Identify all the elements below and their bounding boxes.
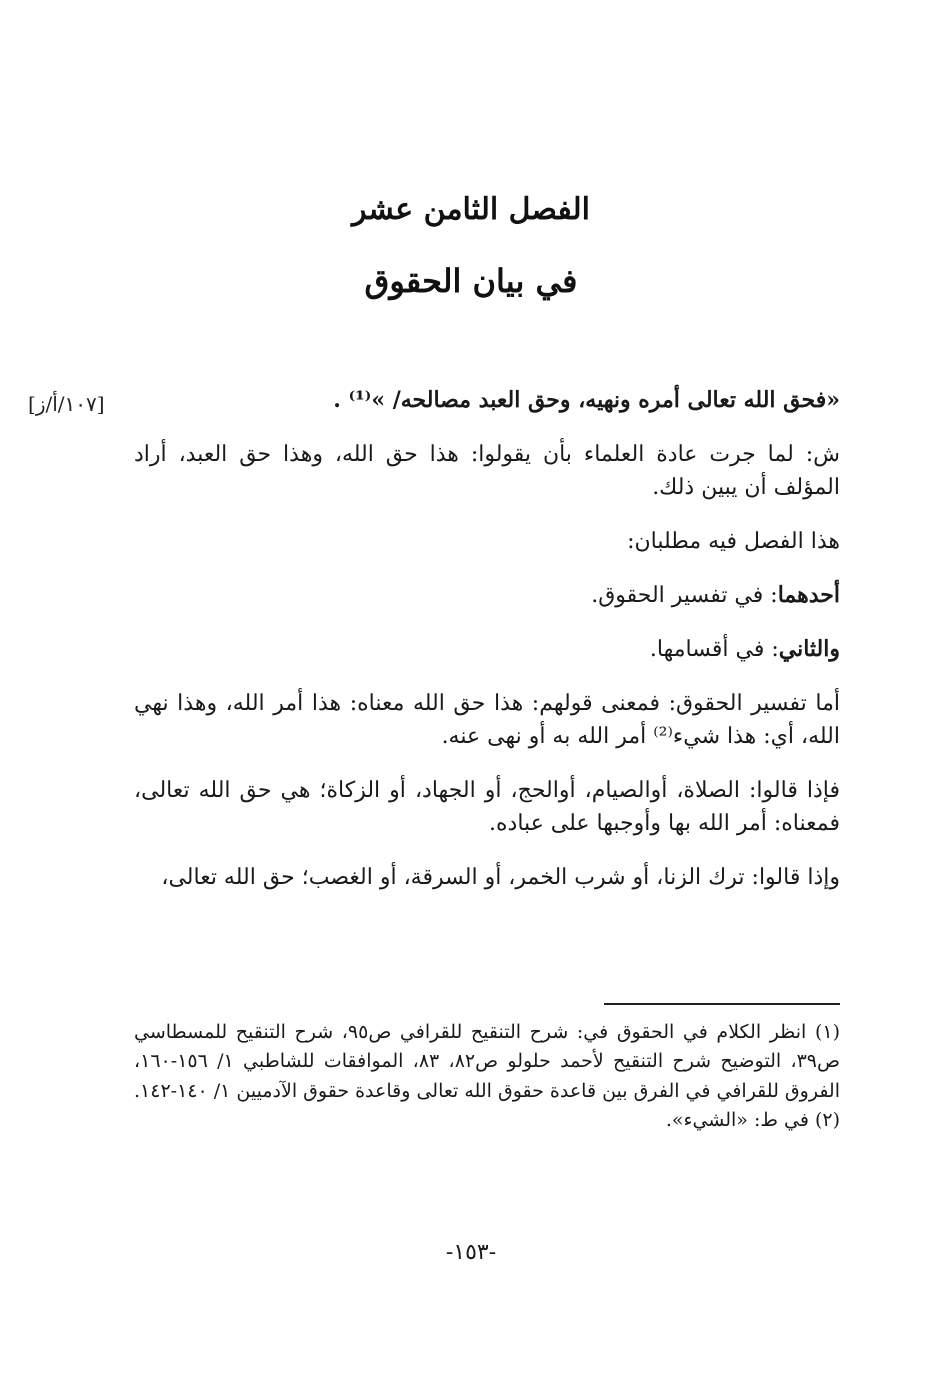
paragraph-examples-prohibitions: وإذا قالوا: ترك الزنا، أو شرب الخمر، أو السرقة، أو الغصب؛ حق الله تعالى، [161, 865, 840, 890]
rule-text: «فحق الله تعالى أمره ونهيه، وحق العبد مصالحه/ »⁽¹⁾ . [333, 387, 840, 413]
paragraph-commentary: ش: لما جرت عادة العلماء بأن يقولوا: هذا حق الله، وهذا حق العبد، أراد المؤلف أن يبين ذلك. [134, 442, 840, 500]
footnote-separator [604, 1003, 840, 1005]
paragraph-first-section [134, 579, 840, 612]
chapter-subtitle: في بيان الحقوق [364, 262, 578, 300]
main-text [134, 384, 840, 894]
paragraph-examples-commands: فإذا قالوا: الصلاة، أوالصيام، أوالحج، أو الجهاد، أو الزكاة؛ هي حق الله تعالى، فمعناه: أمر الله بها وأوجبها على عباده. [134, 778, 840, 836]
first-section-label: أحدهما [777, 582, 840, 608]
manuscript-folio-marker: [١٠٧/أ/ز] [28, 392, 105, 416]
footnote-1: (١) انظر الكلام في الحقوق في: شرح التنقيح للقرافي ص٩٥، شرح التنقيح للمسطاسي ص٣٩، التوضيح شرح التنقيح لأحمد حلولو ص٨٢، ٨٣، الموافقات للشاطبي ١/ ١٥٦-١٦٠، الفروق للقرافي في الفرق بين قاعدة حقوق الله تعالى وقاعدة حقوق الآدميين ١/ ١٤٠-١٤٢. [134, 1021, 840, 1102]
paragraph-definition: أما تفسير الحقوق: فمعنى قولهم: هذا حق الله معناه: هذا أمر الله، وهذا نهي الله، أي: هذا شيء⁽²⁾ أمر الله به أو نهى عنه. [134, 691, 840, 749]
second-section-label: والثاني [778, 636, 840, 662]
paragraph-second-section [134, 633, 840, 666]
paragraph-sections-intro: هذا الفصل فيه مطلبان: [627, 529, 840, 554]
footnote-2: (٢) في ط: «الشيء». [665, 1109, 840, 1132]
page-number: -١٥٣- [445, 1240, 497, 1265]
chapter-title: الفصل الثامن عشر [351, 192, 591, 227]
first-section-text: : في تفسير الحقوق. [591, 583, 778, 608]
footnotes [134, 1018, 840, 1136]
second-section-text: : في أقسامها. [649, 637, 779, 662]
